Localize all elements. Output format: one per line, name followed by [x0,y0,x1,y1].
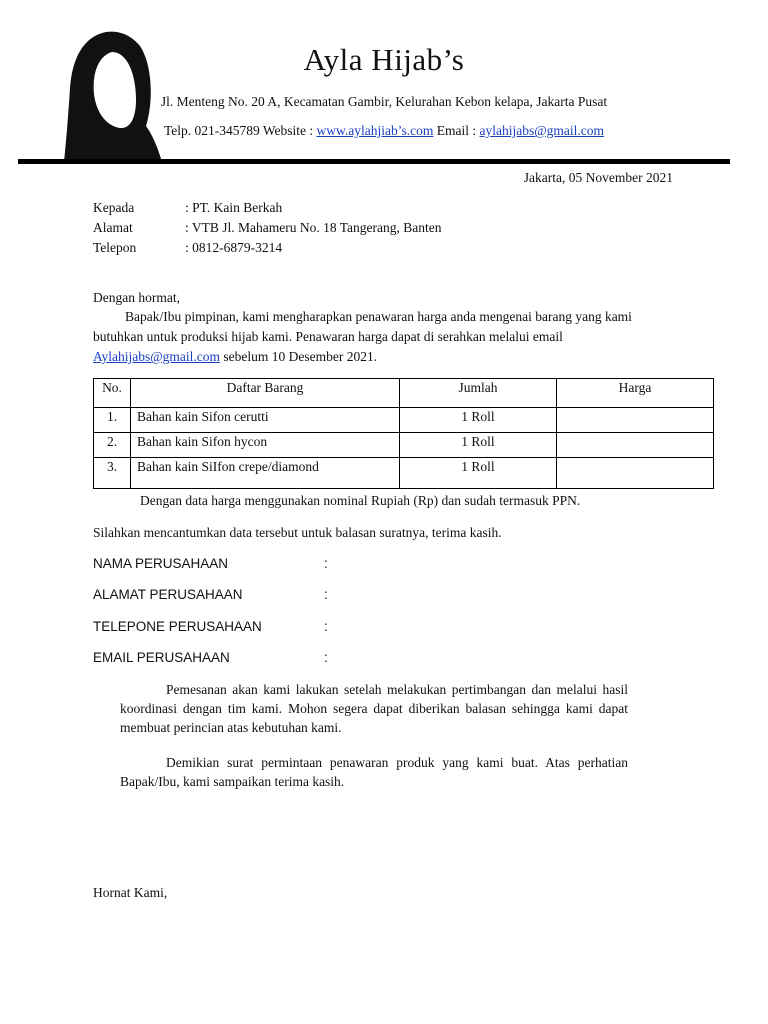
email-label: Email : [436,123,477,138]
signoff: Hornat Kami, [93,885,168,900]
kepada-label: Kepada [93,200,135,215]
form-colon-email: : [324,650,328,665]
letter-date: Jakarta, 05 November 2021 [523,170,673,185]
form-colon-nama: : [324,556,328,571]
form-label-nama: NAMA PERUSAHAAN [93,556,229,571]
kepada-value: : PT. Kain Berkah [185,200,283,215]
telepon-value: : 0812-6879-3214 [185,240,283,255]
alamat-value: : VTB Jl. Mahameru No. 18 Tangerang, Banten [185,220,442,235]
row-no: 1. [94,408,131,433]
closing-paragraph-2 [120,753,628,791]
table-header-row [94,379,714,408]
row-price [557,433,714,458]
row-qty: 1 Roll [400,433,557,458]
table-row [94,408,714,433]
closing-text-2: Demikian surat permintaan penawaran produk yang kami buat. Atas perhatian Bapak/Ibu, kami sampaikan terima kasih. [120,755,628,789]
phone-text: Telp. 021-345789 Website : [163,123,314,138]
company-name: Ayla Hijab’s [303,42,465,77]
header-jumlah: Jumlah [400,379,557,408]
intro-email-link[interactable]: Aylahijabs@gmail.com [93,349,221,364]
intro-deadline: sebelum 10 Desember 2021. [223,349,378,364]
form-colon-telepone: : [324,619,328,634]
telepon-label: Telepon [93,240,137,255]
row-no: 3. [94,458,131,489]
items-table [93,378,714,489]
header-no: No. [94,379,131,408]
header-harga: Harga [557,379,714,408]
company-address: Jl. Menteng No. 20 A, Kecamatan Gambir, Kelurahan Kebon kelapa, Jakarta Pusat [160,94,608,109]
instruction-text: Silahkan mencantumkan data tersebut untuk balasan suratnya, terima kasih. [93,525,502,540]
letterhead-divider [18,159,730,164]
row-item: Bahan kain SiIfon crepe/diamond [131,458,400,489]
row-price [557,408,714,433]
intro-paragraph [93,307,665,367]
form-label-email: EMAIL PERUSAHAAN [93,650,230,665]
company-contact [0,123,768,139]
company-email-link[interactable]: aylahijabs@gmail.com [479,123,605,138]
form-label-alamat: ALAMAT PERUSAHAAN [93,587,243,602]
greeting: Dengan hormat, [93,290,180,305]
row-qty: 1 Roll [400,458,557,489]
row-qty: 1 Roll [400,408,557,433]
website-link[interactable]: www.aylahjiab’s.com [316,123,434,138]
table-row [94,458,714,489]
alamat-label: Alamat [93,220,133,235]
row-item: Bahan kain Sifon cerutti [131,408,400,433]
header-daftar-barang: Daftar Barang [131,379,400,408]
closing-paragraph-1 [120,680,628,737]
row-price [557,458,714,489]
form-colon-alamat: : [324,587,328,602]
row-item: Bahan kain Sifon hycon [131,433,400,458]
form-label-telepone: TELEPONE PERUSAHAAN [93,619,262,634]
intro-text: Bapak/Ibu pimpinan, kami mengharapkan penawaran harga anda mengenai barang yang kami butuhkan untuk produksi hijab kami. Penawaran harga dapat di serahkan melalui email [93,309,632,344]
table-row [94,433,714,458]
price-note: Dengan data harga menggunakan nominal Rupiah (Rp) dan sudah termasuk PPN. [140,493,581,508]
closing-text-1: Pemesanan akan kami lakukan setelah melakukan pertimbangan dan melalui hasil koordinasi dengan tim kami. Mohon segera dapat diberikan balasan sehingga kami dapat membuat perincian atas kebutuhan kami. [120,682,628,735]
row-no: 2. [94,433,131,458]
